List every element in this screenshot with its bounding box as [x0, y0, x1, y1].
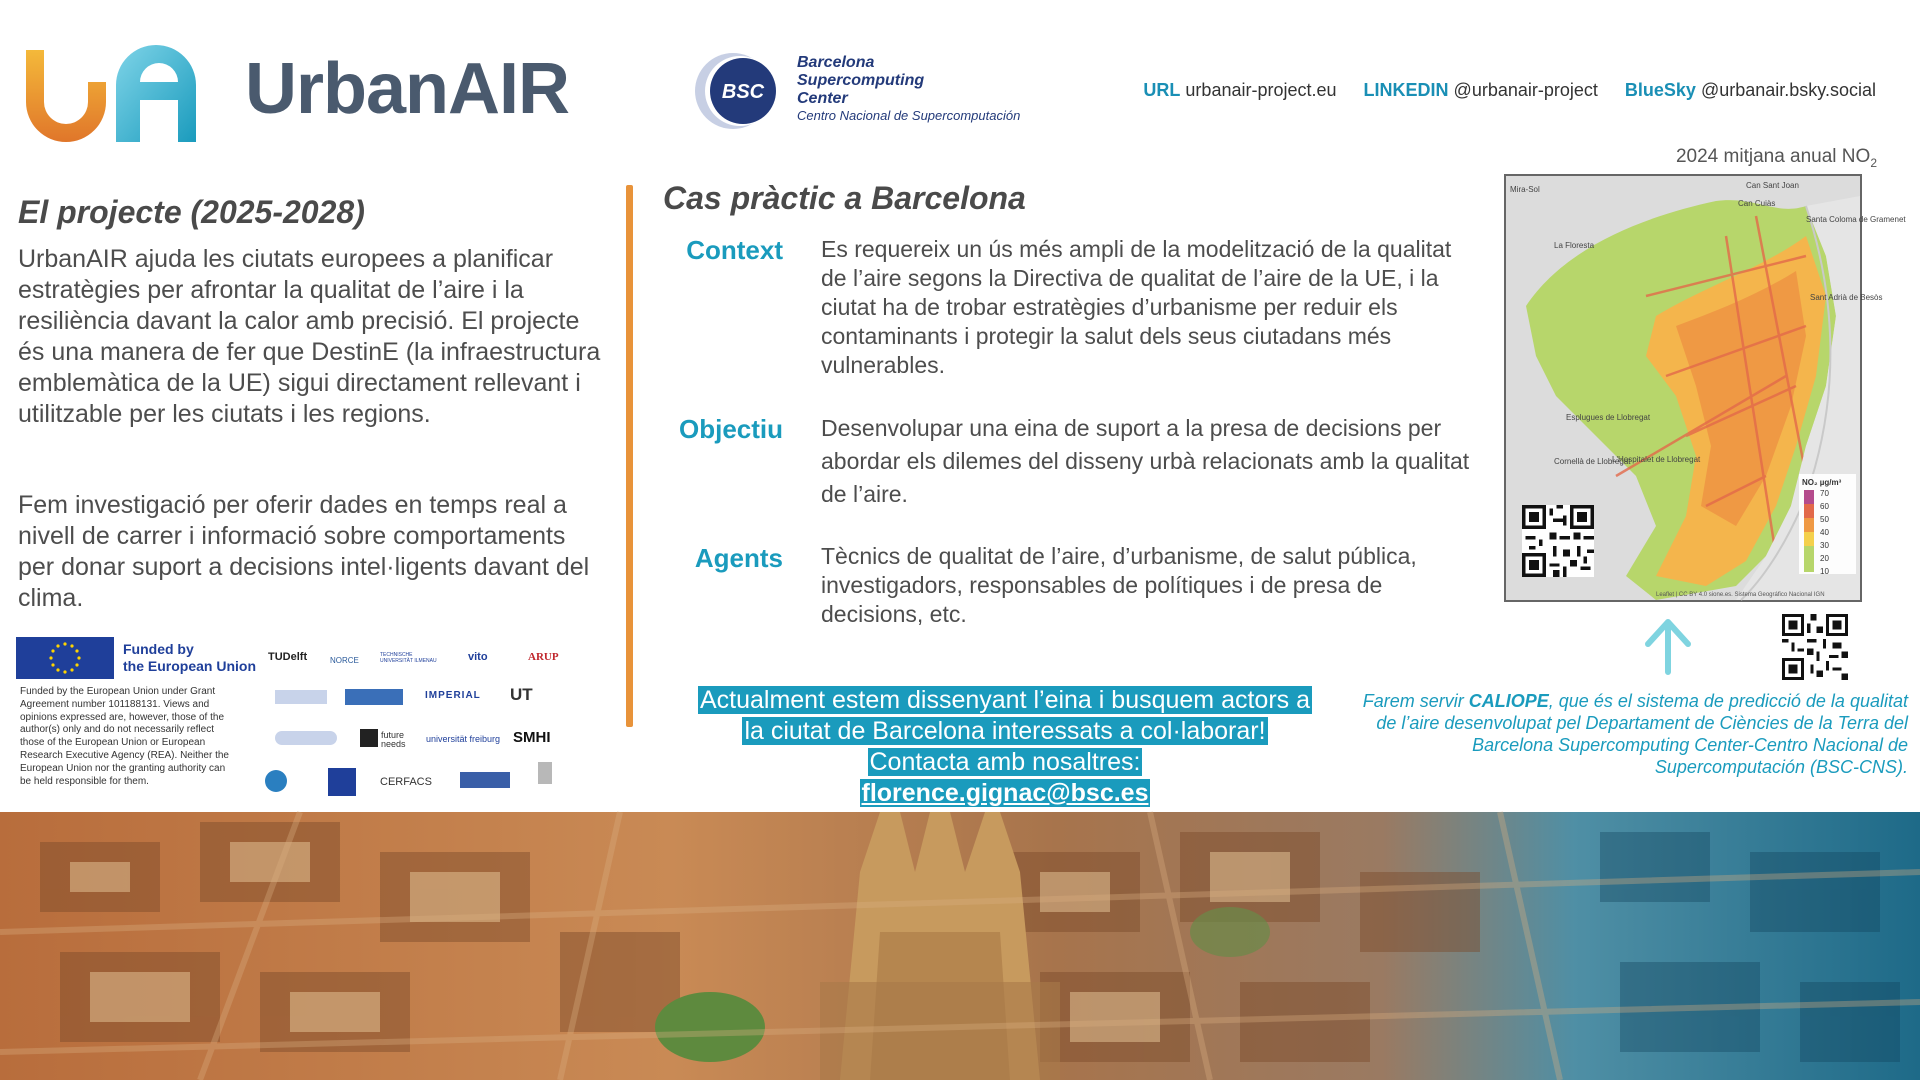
project-paragraph-2: Fem investigació per oferir dades en temps real a nivell de carrer i informació sobre comportaments per donar suport a decisions intel·ligents davant del clima. — [18, 491, 590, 612]
qr-code-icon[interactable] — [1782, 614, 1848, 680]
eu-disclaimer: Funded by the European Union under Grant Agreement number 101188131. Views and opinions expressed are, however, those of the author(s) only and do not necessarily reflect those of the European Union or European Research Executive Agency (REA). Neither the European Union nor the granting authority can be held responsible for them. — [20, 686, 229, 787]
legend-value-10: 10 — [1820, 567, 1829, 576]
partner-logo: NORCE — [330, 656, 359, 665]
objective-text: Desenvolupar una eina de suport a la presa de decisions per abordar els dilemes del disseny urbà relacionats amb la qualitat de l’aire. — [821, 415, 1470, 507]
barcelona-aerial-photo — [0, 812, 1920, 1080]
map-place-0: Can Sant Joan — [1746, 181, 1799, 190]
qr-code-icon[interactable] — [1522, 505, 1594, 577]
caliope-post: , que és el sistema de predicció de la qualitat de l’aire desenvolupat pel Departament de Ciències de la Terra del Barcelona Supercomputing Center-Centro Nacional de Supercomputación (BSC-CNS). — [1376, 691, 1908, 777]
call-to-action — [690, 685, 1320, 809]
bsc-line1: Barcelona — [797, 54, 875, 71]
arrow-up-icon — [1644, 618, 1692, 674]
map-place-5: Sant Adrià de Besòs — [1810, 293, 1883, 302]
link-url-value: urbanair-project.eu — [1185, 80, 1337, 100]
column-divider — [626, 185, 633, 727]
map-caption — [1676, 146, 1877, 170]
map-place-6: Esplugues de Llobregat — [1566, 413, 1651, 422]
contact-links — [1143, 80, 1876, 101]
partner-logo — [328, 768, 356, 796]
bsc-name — [797, 54, 924, 108]
partner-logo: future needs — [381, 730, 406, 749]
cta-text: Actualment estem dissenyant l’eina i busquem actors a la ciutat de Barcelona interessats a col·laborar! Contacta amb nosaltres: — [699, 686, 1311, 776]
partner-logo: CERFACS — [380, 776, 432, 788]
map-place-4: La Floresta — [1554, 241, 1595, 250]
partner-logo: ARUP — [528, 651, 559, 663]
partner-logo — [275, 690, 327, 704]
brand-name: UrbanAIR — [245, 49, 570, 129]
context-label: Context — [686, 235, 783, 265]
bsc-badge: BSC — [721, 81, 765, 103]
context-text: Es requereix un ús més ampli de la modelització de la qualitat de l’aire segons la Directiva de qualitat de l’aire de la UE, i la ciutat ha de trobar estratègies d’urbanisme per reduir els contaminants i protegir la salut dels seus ciutadans més vulnerables. — [821, 236, 1452, 378]
partner-logo — [265, 770, 287, 792]
map-place-1: Mira-Sol — [1510, 185, 1540, 194]
legend-value-50: 50 — [1820, 515, 1829, 524]
map-place-2: Can Cuiàs — [1738, 199, 1776, 208]
partner-logo: vito — [468, 651, 488, 663]
bsc-subtitle: Centro Nacional de Supercomputación — [797, 108, 1021, 123]
bsc-line3: Center — [797, 90, 848, 107]
agents-label: Agents — [694, 543, 783, 573]
link-bluesky-value: @urbanair.bsky.social — [1700, 80, 1876, 100]
eu-funding-line2: the European Union — [123, 658, 256, 674]
legend-value-20: 20 — [1820, 554, 1829, 563]
agents-text: Tècnics de qualitat de l’aire, d’urbanisme, de salut pública, investigadors, responsables de polítiques i de presa de decisions, etc. — [821, 543, 1417, 627]
partner-logo: TUDelft — [268, 651, 308, 663]
map-attribution: Leaflet | CC BY 4.0 sione.es. Sistema Geográfico Nacional IGN — [1656, 592, 1825, 598]
partner-logo — [345, 689, 403, 705]
partner-logo: SMHI — [513, 729, 551, 746]
partner-logo: TECHNISCHE UNIVERSITÄT ILMENAU — [380, 652, 437, 664]
link-linkedin[interactable] — [1364, 80, 1598, 100]
partner-logo: universität freiburg — [426, 734, 501, 744]
legend-value-30: 30 — [1820, 541, 1829, 550]
bsc-line2: Supercomputing — [797, 72, 925, 89]
map-caption-text: 2024 mitjana anual NO — [1675, 146, 1871, 167]
partner-logo — [538, 762, 552, 784]
partner-logo: UT — [510, 685, 533, 704]
link-bluesky-label: BlueSky — [1624, 80, 1696, 100]
case-title: Cas pràctic a Barcelona — [663, 180, 1026, 216]
legend-value-40: 40 — [1820, 528, 1829, 537]
link-url-label: URL — [1143, 80, 1181, 100]
legend-value-60: 60 — [1820, 502, 1829, 511]
link-url[interactable] — [1143, 80, 1336, 100]
objective-label: Objectiu — [678, 414, 783, 444]
link-linkedin-label: LINKEDIN — [1363, 80, 1449, 100]
eu-flag-icon — [16, 637, 114, 679]
eu-funding-line1: Funded by — [123, 641, 194, 657]
caliope-pre: Farem servir — [1362, 691, 1469, 711]
map-place-8: L'Hospitalet de Llobregat — [1612, 455, 1701, 464]
eu-funding-title — [123, 641, 256, 675]
urbanair-logo-icon — [12, 30, 222, 150]
contact-email-link[interactable]: florence.gignac@bsc.es — [861, 779, 1149, 807]
caliope-note — [1350, 690, 1908, 778]
map-legend-title: NO₂ µg/m³ — [1802, 478, 1842, 487]
legend-value-70: 70 — [1820, 489, 1829, 498]
map-caption-sub: 2 — [1870, 155, 1877, 170]
project-title: El projecte (2025-2028) — [18, 194, 365, 230]
link-linkedin-value: @urbanair-project — [1453, 80, 1598, 100]
map-place-7: Cornellà de Llobregat — [1554, 457, 1631, 466]
project-paragraph-1: UrbanAIR ajuda les ciutats europees a planificar estratègies per afrontar la qualitat de l’aire i la resiliència davant la calor amb precisió. El projecte és una manera de fer que DestinE (la infraestructura emblemàtica de la UE) sigui directament rellevant i utilitzable per les ciutats i les regions. — [18, 245, 601, 428]
caliope-name: CALIOPE — [1468, 691, 1549, 711]
map-place-3: Santa Coloma de Gramenet — [1806, 215, 1906, 224]
partner-logo — [275, 731, 337, 745]
partner-logo — [460, 772, 510, 788]
link-bluesky[interactable] — [1625, 80, 1876, 100]
partner-logo — [360, 729, 378, 747]
partner-logo: IMPERIAL — [425, 690, 481, 701]
